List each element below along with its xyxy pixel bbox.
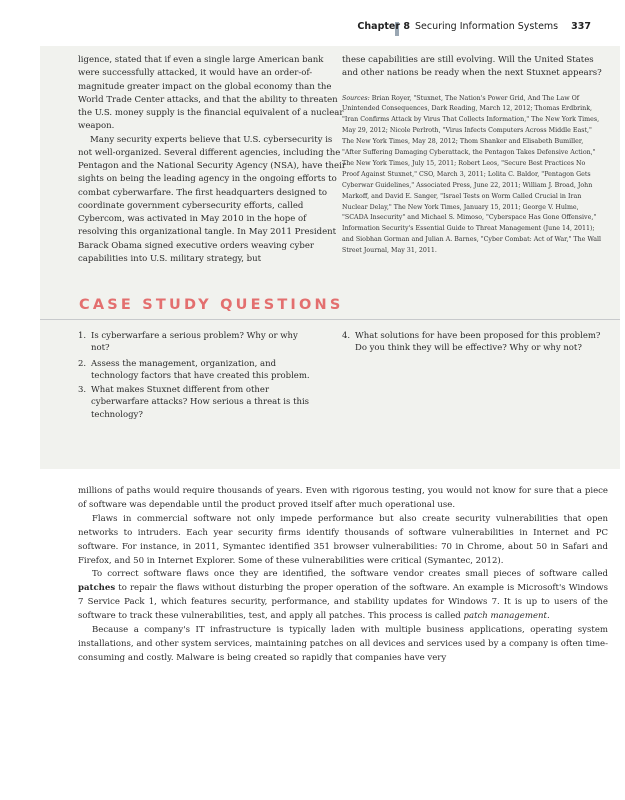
question-text: What solutions for have been proposed for this problem? Do you think they will be effective? Why or why not? [355, 331, 601, 354]
case-study-questions-title: CASE STUDY QUESTIONS [79, 297, 344, 313]
question-item [78, 358, 318, 383]
question-text: Is cyberwarfare a serious problem? Why or why not? [91, 331, 298, 354]
term-patches: patches [78, 583, 116, 594]
question-number: 2. [78, 359, 87, 369]
sources-text: Brian Royer, "Stuxnet, The Nation's Power Grid, And The Law Of Unintended Consequences, Dark Reading, March 12, 2012; Thomas Erdbrink, "Iran Confirms Attack by Virus That Collects Information," The New York Times, May 29, 2012; Nicole Perlroth, "Virus Infects Computers Across Middle East," The New York Times, May 28, 2012; Thom Shanker and Elisabeth Bumiller, "After Suffering Damaging Cyberattack, the Pentagon Takes Defensive Action," The New York Times, July 15, 2011; Robert Leos, "Secure Best Practices No Proof Against Stuxnet," CSO, March 3, 2011; Lolita C. Baldor, "Pentagon Gets Cyberwar Guidelines," Associated Press, June 22, 2011; William J. Broad, John Markoff, and David E. Sanger, "Israel Tests on Worm Called Crucial in Iran Nuclear Delay," The New York Times, January 15, 2011; George V. Hulme, "SCADA Insecurity" and Michael S. Mimoso, "Cyberspace Has Gone Offensive," Information Security's Essential Guide to Threat Management (June 14, 2011); and Siobhan Gorman and Julian A. Barnes, "Cyber Combat: Act of War," The Wall Street Journal, May 31, 2011. [342, 94, 602, 255]
body-paragraph-3 [78, 568, 608, 624]
body-paragraph-1: millions of paths would require thousands of years. Even with rigorous testing, you would not know for sure that a piece of software was dependable until the product proved itself after much operational use. [78, 486, 608, 510]
chapter-label: Chapter 8 [357, 21, 410, 32]
case-left-column [78, 54, 346, 266]
section-title: Securing Information Systems [415, 21, 559, 32]
body-paragraph-3-tail: . [546, 611, 550, 622]
case-right-paragraph: these capabilities are still evolving. Will the United States and other nations be ready when the next Stuxnet appears? [342, 55, 602, 79]
question-item [78, 384, 318, 421]
page-number: 337 [571, 21, 591, 32]
question-number: 3. [78, 385, 87, 395]
case-left-paragraph-1: ligence, stated that if even a single large American bank were successfully attacked, it would have an order-of-magnitude greater impact on the global economy than the World Trade Center attacks, and that the ability to threaten the U.S. money supply is the financial equivalent of a nuclear weapon. [78, 55, 344, 132]
sources-note [342, 94, 604, 258]
question-item [342, 330, 604, 355]
question-item [78, 330, 318, 355]
case-left-paragraph-2: Many security experts believe that U.S. cybersecurity is not well-organized. Several different agencies, including the Pentagon and the National Security Agency (NSA), have their sights on being the leading agency in the ongoing efforts to combat cyberwarfare. The first headquarters designed to coordinate government cybersecurity efforts, called Cybercom, was activated in May 2010 in the hope of resolving this organizational tangle. In May 2011 President Barack Obama signed executive orders weaving cyber capabilities into U.S. military strategy, but [78, 134, 346, 264]
running-header [357, 21, 591, 32]
term-patch-management: patch management [463, 611, 547, 622]
question-number: 1. [78, 331, 87, 341]
body-paragraph-2: Flaws in commercial software not only impede performance but also create security vulnerabilities that open networks to intruders. Each year security firms identify thousands of software vulnerabilities in Internet and PC software. For instance, in 2011, Symantec identified 351 browser vulnerabilities: 70 in Chrome, about 50 in Safari and Firefox, and 50 in Internet Explorer. Some of these vulnerabilities were critical (Symantec, 2012). [78, 513, 608, 566]
question-text: What makes Stuxnet different from other cyberwarfare attacks? How serious a threat is this technology? [91, 385, 310, 420]
case-right-column [342, 54, 604, 257]
question-number: 4. [342, 331, 351, 341]
sources-label: Sources: [342, 94, 370, 102]
section-divider [40, 319, 620, 320]
body-paragraph-3-end: to repair the flaws without disturbing the proper operation of the software. An example is Microsoft's Windows 7 Service Pack 1, which features security, performance, and stability updates for Windows 7. It is up to users of the software to track these vulnerabilities, test, and apply all patches. This process is called [78, 583, 608, 622]
main-body-text [78, 485, 608, 666]
body-paragraph-3-start: To correct software flaws once they are identified, the software vendor creates small pieces of software called [92, 569, 608, 580]
question-text: Assess the management, organization, and technology factors that have created this problem. [91, 359, 310, 382]
body-paragraph-4: Because a company's IT infrastructure is typically laden with multiple business applications, operating system installations, and other system services, maintaining patches on all devices and services used by a company is often time-consuming and costly. Malware is being created so rapidly that companies have very [78, 625, 608, 663]
